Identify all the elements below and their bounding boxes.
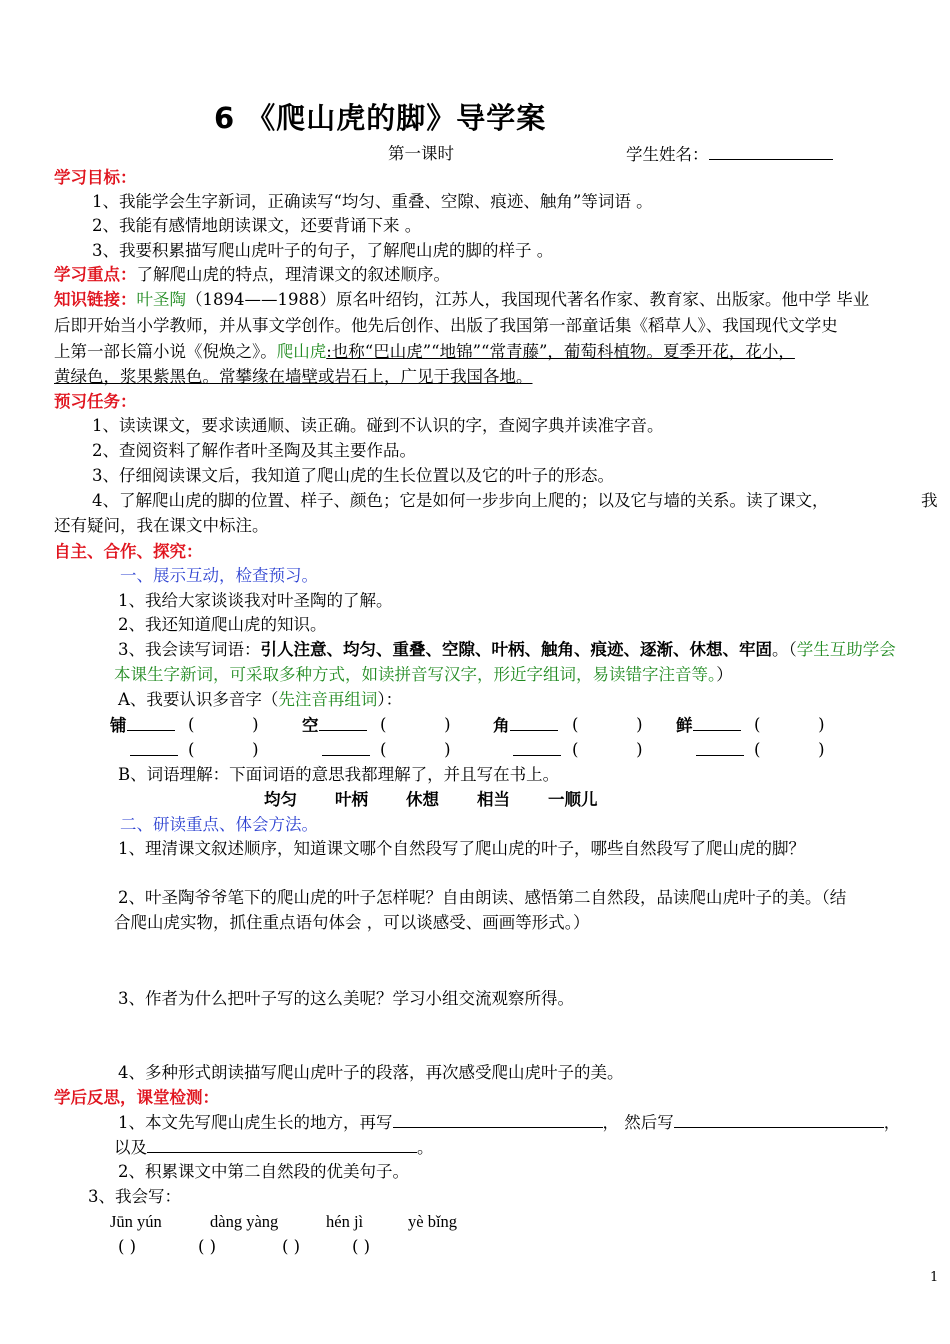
goal-item: 3、我要积累描写爬山虎叶子的句子，了解爬山虎的脚的样子 。 [92, 241, 554, 260]
word-item: 叶柄 [335, 790, 368, 809]
check-1-line-2 [114, 1136, 434, 1159]
poly-paren: ( ) [380, 740, 451, 759]
link-text-3a: 上第一部长篇小说《倪焕之》。 [54, 342, 277, 361]
answer-blank-row [130, 739, 178, 762]
word-understanding-label: B、词语理解：下面词语的意思我都理解了，并且写在书上。 [118, 765, 560, 784]
poly-char: 空 [302, 716, 319, 735]
answer-blank-row [696, 739, 744, 762]
poly-char-3 [493, 714, 558, 737]
link-text-1: （1894——1988）原名叶绍钧，江苏人，我国现代著名作家、教育家、出版家。他中学 毕业 [186, 290, 870, 309]
preview-item: 3、仔细阅读课文后，我知道了爬山虎的生长位置以及它的叶子的形态。 [92, 466, 614, 485]
vocab-label: 3、我会读写词语： [118, 640, 261, 659]
plant-name: 爬山虎 [276, 342, 327, 361]
polyphone-label [118, 689, 402, 711]
pinyin-4: yè bǐng [408, 1212, 458, 1231]
check-1-text-a: 1、本文先写爬山虎生长的地方，再写 [118, 1113, 393, 1132]
vocab-note-end: ） [716, 665, 733, 684]
poly-paren: ( ) [572, 740, 643, 759]
page-number: 1 [930, 1270, 939, 1285]
answer-blank[interactable] [696, 739, 744, 756]
poly-paren: ( ) [572, 715, 643, 734]
answer-blank[interactable] [513, 739, 561, 756]
preview-item-4c: 还有疑问，我在课文中标注。 [54, 516, 269, 535]
link-line-4: 黄绿色，浆果紫黑色。常攀缘在墙壁或岩石上，广见于我国各地。 [54, 367, 533, 386]
poly-paren: ( ) [754, 740, 825, 759]
pinyin-1: Jūn yún [110, 1212, 162, 1231]
poly-paren: ( ) [754, 715, 825, 734]
poly-paren: ( ) [380, 715, 451, 734]
check-1-line [118, 1111, 900, 1134]
vocab-line [118, 639, 896, 661]
pinyin-3: hén jì [326, 1212, 364, 1231]
lesson-label: 第一课时 [388, 144, 454, 163]
poly-char: 角 [493, 716, 510, 735]
answer-blank[interactable] [393, 1111, 603, 1128]
student-name-blank[interactable] [709, 143, 833, 160]
after-heading: 学后反思，课堂检测： [54, 1088, 219, 1107]
author-name: 叶圣陶 [136, 290, 186, 309]
preview-item: 1、读读课文，要求读通顺、读正确。碰到不认识的字，查阅字典并读准字音。 [92, 416, 664, 435]
vocab-words: 引人注意、均匀、重叠、空隙、叶柄、触角、痕迹、逐渐、休想、牢固 [260, 640, 772, 659]
student-name-label [626, 143, 833, 166]
answer-blank[interactable] [130, 739, 178, 756]
write-paren-2[interactable]: ( ) [198, 1237, 217, 1256]
answer-blank-row [322, 739, 370, 762]
poly-label-end: ）： [377, 690, 403, 709]
answer-blank[interactable] [127, 714, 175, 731]
poly-char: 鲜 [676, 716, 693, 735]
check-1-text-c: ， [883, 1113, 901, 1132]
page-title: 6 《爬山虎的脚》导学案 [214, 101, 547, 135]
focus-text: 了解爬山虎的特点，理清课文的叙述顺序。 [136, 265, 450, 284]
focus-line [54, 264, 450, 286]
check-1-text-e: 。 [417, 1138, 434, 1157]
section-1-title: 一、展示互动，检查预习。 [120, 566, 318, 585]
link-heading: 知识链接： [54, 290, 137, 309]
question-2b: 合爬山虎实物，抓住重点语句体会 ，可以谈感受、画画等形式。） [114, 913, 590, 932]
word-item: 均匀 [264, 790, 297, 809]
answer-blank-row [513, 739, 561, 762]
answer-blank[interactable] [674, 1111, 884, 1128]
word-item: 一顺儿 [548, 790, 598, 809]
explore-item: 2、我还知道爬山虎的知识。 [118, 615, 327, 634]
check-3: 3、我会写： [88, 1187, 181, 1206]
check-1-text-d: 以及 [114, 1138, 147, 1157]
link-text-3b: :也称“巴山虎”“地锦”“常青藤”，葡萄科植物。夏季开花，花小， [326, 342, 795, 361]
link-line-1 [54, 289, 869, 311]
question-2a: 2、叶圣陶爷爷笔下的爬山虎的叶子怎样呢？自由朗读、感悟第二自然段，品读爬山虎叶子的美。（结 [118, 888, 847, 907]
poly-paren: ( ) [188, 740, 259, 759]
answer-blank[interactable] [147, 1136, 417, 1153]
poly-char-4 [676, 714, 741, 737]
link-line-2: 后即开始当小学教师，并从事文学创作。他先后创作、出版了我国第一部童话集《稻草人》、我国现代文学史 [54, 316, 838, 335]
check-2: 2、积累课文中第二自然段的优美句子。 [118, 1162, 409, 1181]
vocab-note-line [114, 664, 733, 686]
poly-label-text: A、我要认识多音字（ [118, 690, 279, 709]
question-4: 4、多种形式朗读描写爬山虎叶子的段落，再次感受爬山虎叶子的美。 [118, 1063, 624, 1082]
check-1-text-b: ， 然后写 [602, 1113, 674, 1132]
focus-heading: 学习重点： [54, 265, 137, 284]
pinyin-2: dàng yàng [210, 1212, 279, 1231]
answer-blank[interactable] [510, 714, 558, 731]
link-line-3 [54, 341, 795, 363]
answer-blank[interactable] [319, 714, 367, 731]
write-paren-1[interactable]: ( ) [118, 1237, 137, 1256]
preview-item: 2、查阅资料了解作者叶圣陶及其主要作品。 [92, 441, 416, 460]
explore-item: 1、我给大家谈谈我对叶圣陶的了解。 [118, 591, 393, 610]
poly-char-2 [302, 714, 367, 737]
preview-item-4a: 4、了解爬山虎的脚的位置、样子、颜色；它是如何一步步向上爬的；以及它与墙的关系。读了课文， [92, 491, 829, 510]
goal-item: 1、我能学会生字新词，正确读写“均匀、重叠、空隙、痕迹、触角”等词语 。 [92, 192, 653, 211]
goals-heading: 学习目标： [54, 168, 137, 187]
section-2-title: 二、研读重点、体会方法。 [120, 815, 318, 834]
question-1: 1、理清课文叙述顺序，知道课文哪个自然段写了爬山虎的叶子，哪些自然段写了爬山虎的脚？ [118, 839, 805, 858]
write-paren-4[interactable]: ( ) [352, 1237, 371, 1256]
vocab-note-1: 学生互助学会 [796, 640, 896, 659]
explore-heading: 自主、合作、探究： [54, 542, 203, 561]
vocab-punct: 。（ [772, 640, 797, 659]
word-list [264, 789, 636, 811]
vocab-note-2: 本课生字新词，可采取多种方式，如读拼音写汉字，形近字组词，易读错字注音等。 [114, 665, 717, 684]
question-3: 3、作者为什么把叶子写的这么美呢？学习小组交流观察所得。 [118, 989, 574, 1008]
poly-label-note: 先注音再组词 [278, 690, 378, 709]
poly-char-1 [110, 714, 175, 737]
poly-paren: ( ) [188, 715, 259, 734]
goal-item: 2、我能有感情地朗读课文，还要背诵下来 。 [92, 216, 422, 235]
answer-blank[interactable] [693, 714, 741, 731]
word-item: 相当 [477, 790, 510, 809]
write-paren-3[interactable]: ( ) [282, 1237, 301, 1256]
preview-heading: 预习任务： [54, 392, 137, 411]
student-name-text: 学生姓名： [626, 145, 709, 164]
preview-item-4b: 我 [921, 491, 938, 510]
answer-blank[interactable] [322, 739, 370, 756]
word-item: 休想 [406, 790, 439, 809]
poly-char: 铺 [110, 716, 127, 735]
